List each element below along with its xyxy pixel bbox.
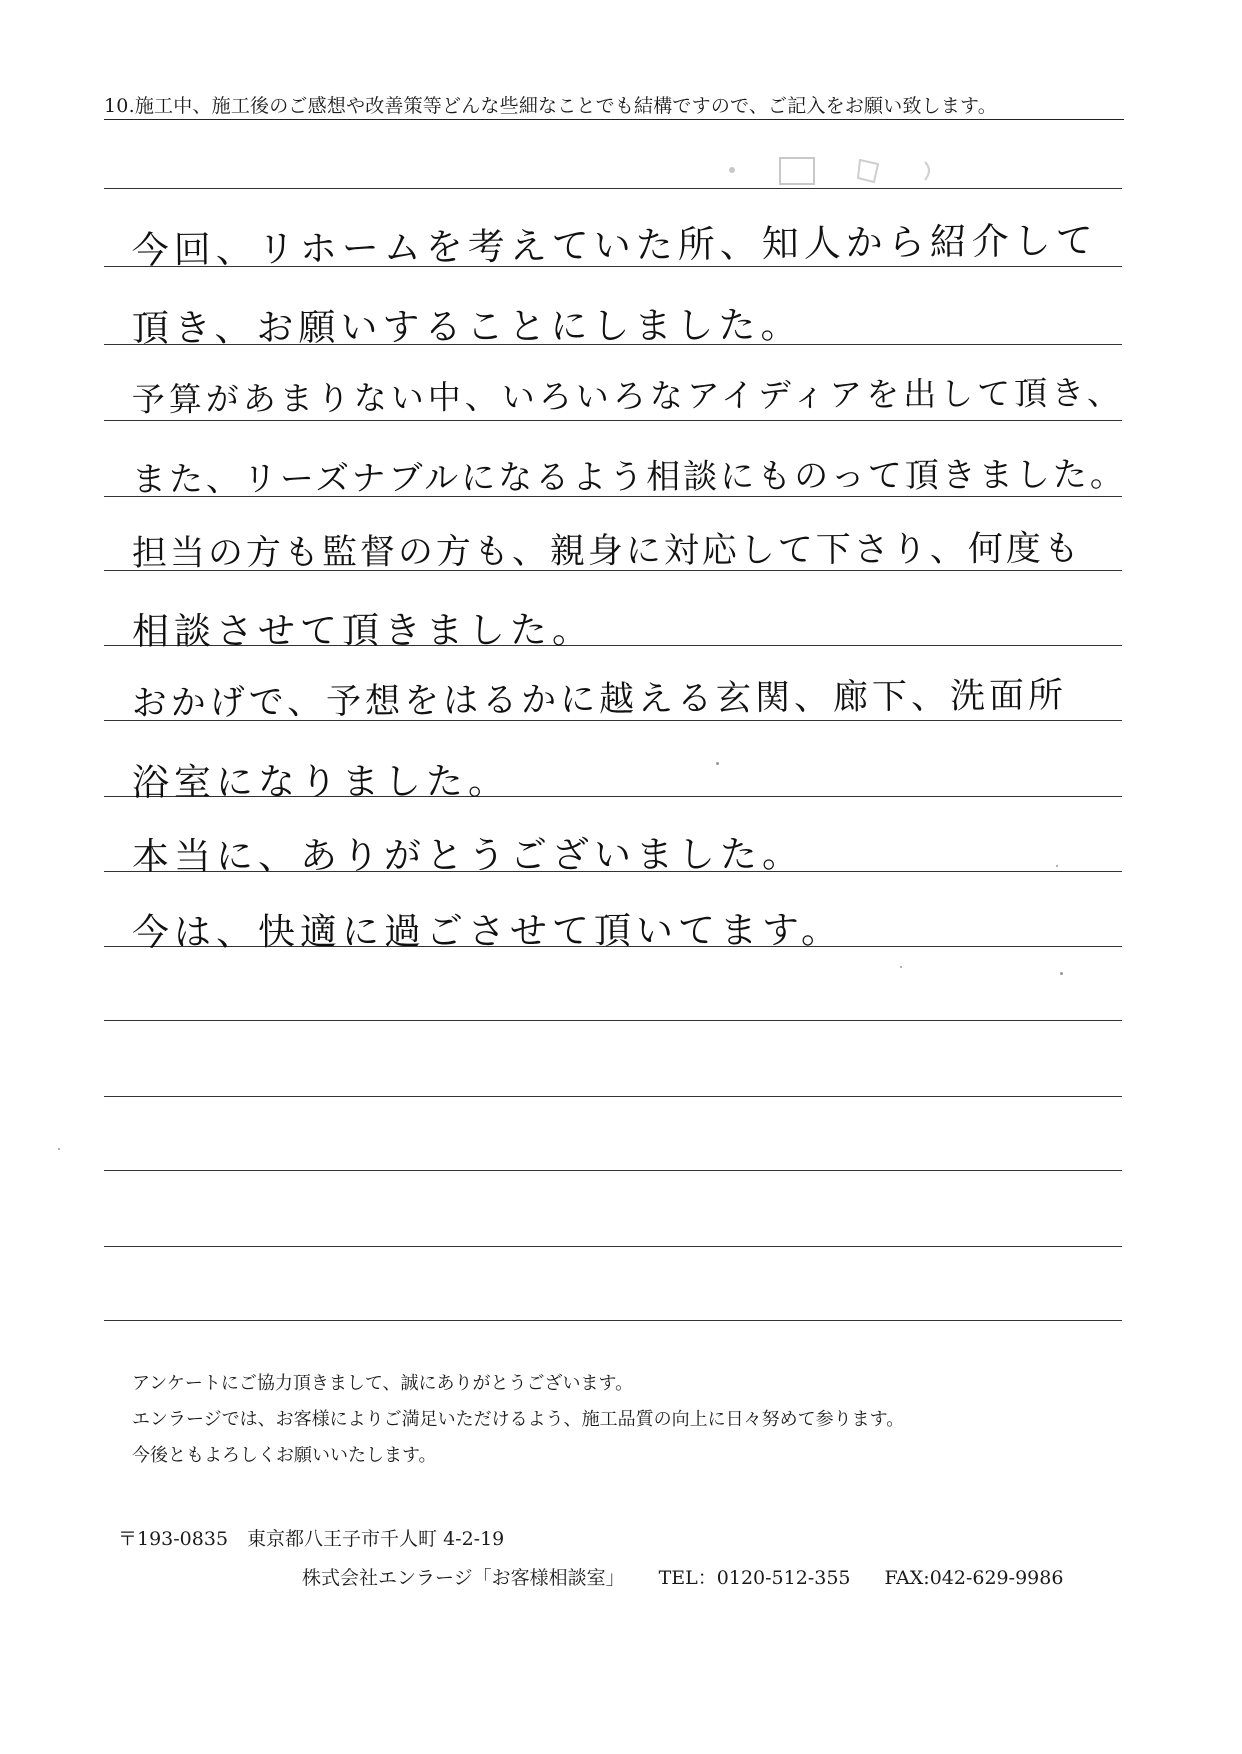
footer-closing: 今後ともよろしくお願いいたします。	[132, 1445, 437, 1466]
ruled-line	[104, 188, 1122, 189]
answer-line-5: 担当の方も監督の方も、親身に対応して下さり、何度も	[131, 529, 1082, 574]
answer-line-1: 今回、リホームを考えていた所、知人から紹介して	[131, 218, 1098, 273]
answer-line-3: 予算があまりない中、いろいろなアイディアを出して頂き、	[131, 373, 1125, 420]
ruled-line	[104, 1020, 1122, 1021]
answer-line-10: 今は、快適に過ごさせて頂いてます。	[131, 908, 844, 954]
scan-speck	[1060, 972, 1063, 975]
answer-line-2: 頂き、お願いすることにしました。	[131, 303, 803, 351]
question-heading: 10.施工中、施工後のご感想や改善策等どんな些細なことでも結構ですので、ご記入をお願い致します。	[104, 95, 1124, 120]
faint-stamp-mark	[720, 150, 950, 196]
ruled-line	[104, 420, 1122, 421]
answer-line-6: 相談させて頂きました。	[131, 608, 594, 653]
fax-number: FAX:042-629-9986	[884, 1567, 1064, 1589]
footer-thanks: アンケートにご協力頂きまして、誠にありがとうございます。	[132, 1373, 634, 1394]
ruled-line	[104, 1170, 1122, 1171]
scan-speck	[716, 762, 719, 765]
scan-speck	[58, 1148, 60, 1150]
tel-number: TEL：0120-512-355	[658, 1567, 851, 1589]
ruled-line	[104, 1096, 1122, 1097]
answer-line-7: おかげで、予想をはるかに越える玄関、廊下、洗面所	[131, 675, 1068, 725]
ruled-line	[104, 1320, 1122, 1321]
company-name: 株式会社エンラージ「お客様相談室」	[302, 1567, 625, 1589]
footer-contact	[302, 1563, 1063, 1590]
scan-speck	[1056, 865, 1058, 867]
ruled-line	[104, 1246, 1122, 1247]
answer-line-8: 浴室になりました。	[131, 759, 510, 804]
answer-line-9: 本当に、ありがとうございました。	[131, 832, 804, 878]
footer-address: 〒193-0835 東京都八王子市千人町 4-2-19	[118, 1528, 505, 1550]
scan-speck	[900, 966, 902, 968]
footer-commitment: エンラージでは、お客様によりご満足いただけるよう、施工品質の向上に日々努めて参ります。	[132, 1409, 905, 1430]
answer-line-4: また、リーズナブルになるよう相談にものって頂きました。	[131, 454, 1127, 500]
